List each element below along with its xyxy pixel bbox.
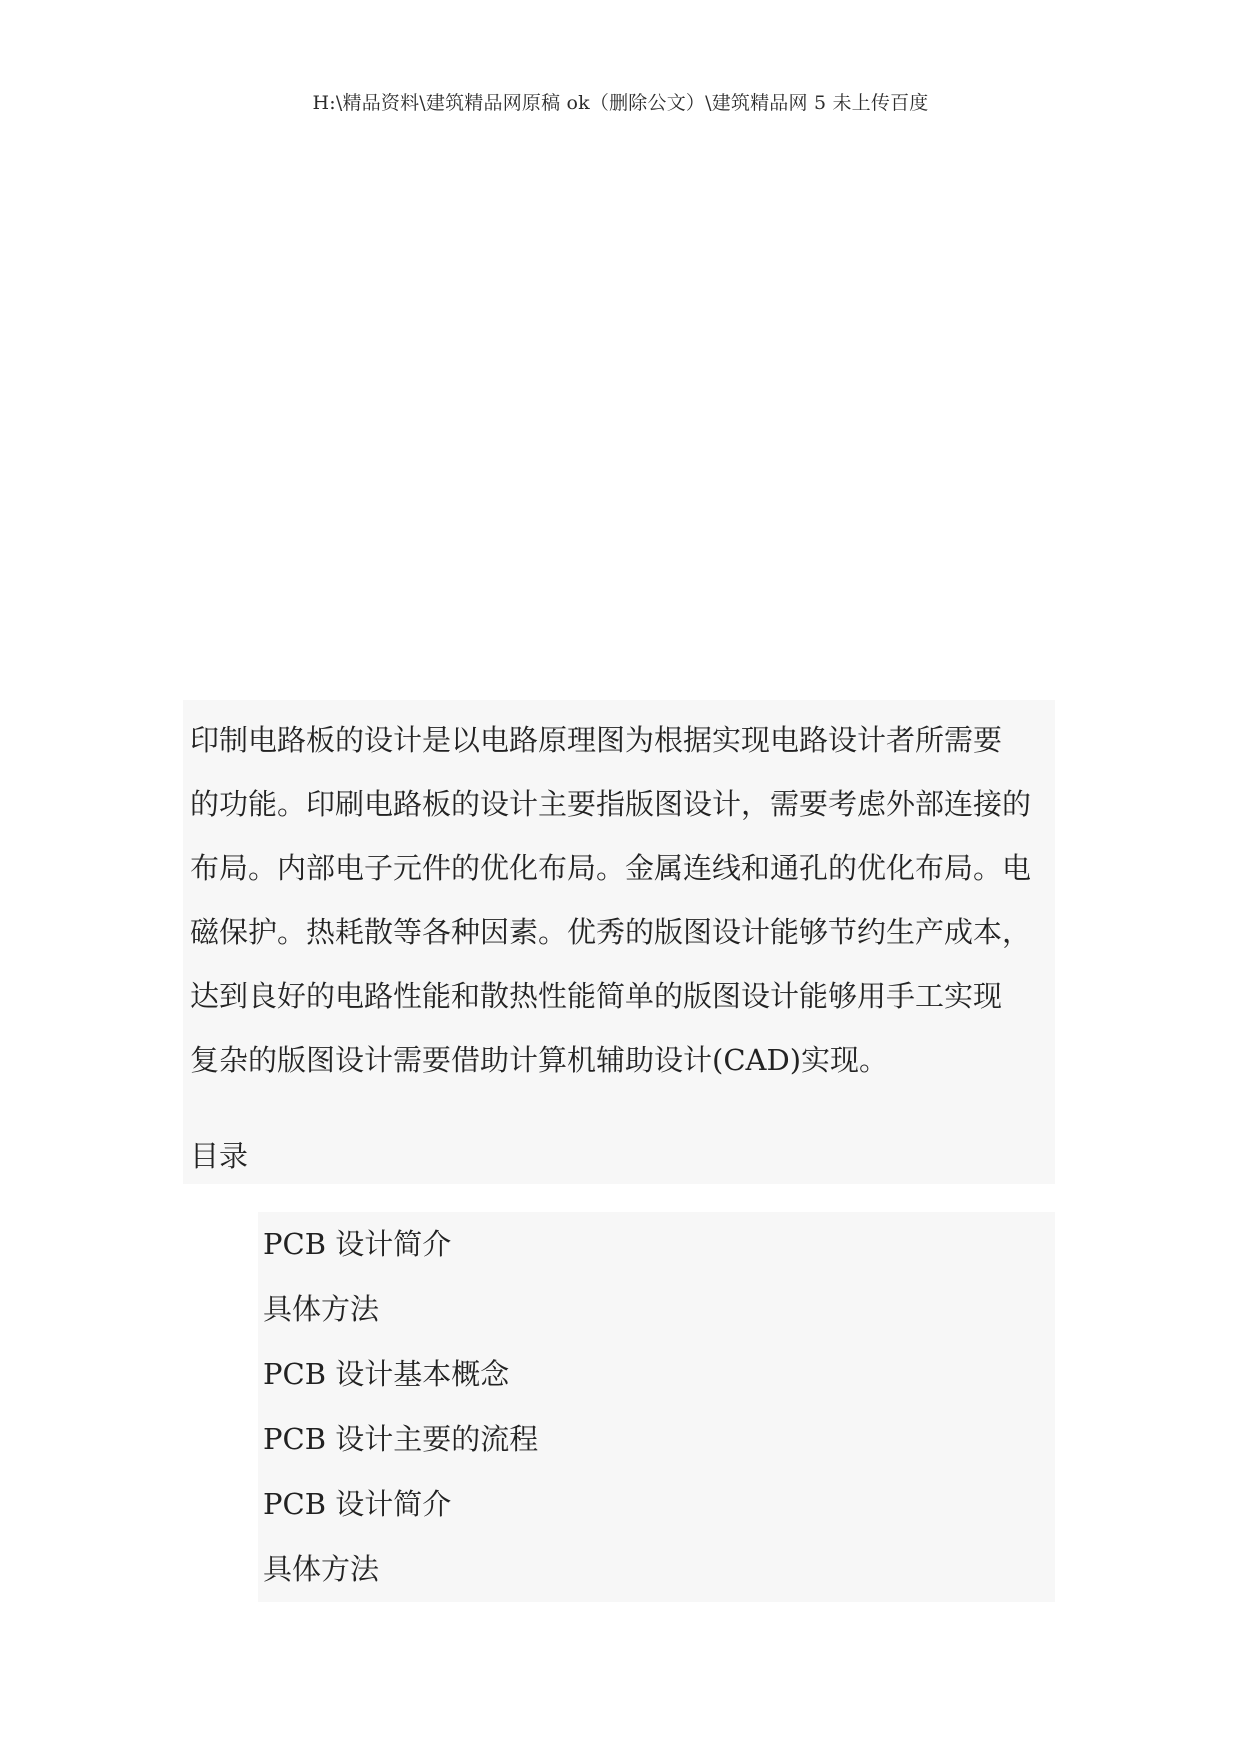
intro-line: 的功能。印刷电路板的设计主要指版图设计，需要考虑外部连接的 [190,787,1032,821]
toc-item[interactable]: PCB 设计简介 [263,1487,452,1521]
toc-list [263,1212,538,1602]
toc-item[interactable]: PCB 设计基本概念 [263,1357,510,1391]
toc-item[interactable]: 具体方法 [263,1552,380,1586]
toc-item[interactable]: 具体方法 [263,1292,380,1326]
toc-item[interactable]: PCB 设计主要的流程 [263,1422,539,1456]
intro-paragraph [190,708,1090,1092]
intro-line: 印制电路板的设计是以电路原理图为根据实现电路设计者所需要 [190,723,1003,757]
intro-line: 磁保护。热耗散等各种因素。优秀的版图设计能够节约生产成本， [190,915,1032,949]
toc-item[interactable]: PCB 设计简介 [263,1227,452,1261]
intro-line: 达到良好的电路性能和散热性能简单的版图设计能够用手工实现 [190,979,1003,1013]
header-file-path: H:\精品资料\建筑精品网原稿 ok（删除公文）\建筑精品网 5 未上传百度 [312,92,929,114]
intro-line: 复杂的版图设计需要借助计算机辅助设计(CAD)实现。 [190,1043,889,1077]
toc-title: 目录 [190,1139,249,1173]
intro-line: 布局。内部电子元件的优化布局。金属连线和通孔的优化布局。电 [190,851,1032,885]
